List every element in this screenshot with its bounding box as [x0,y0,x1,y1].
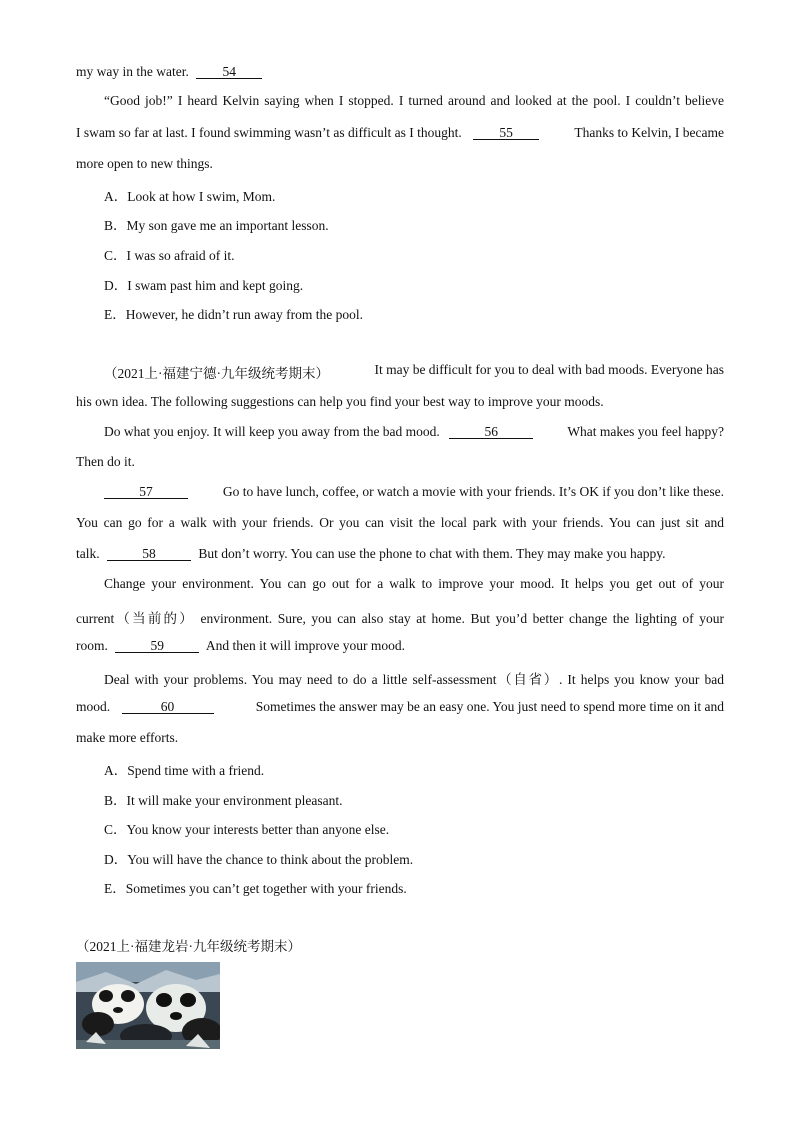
option-letter: E． [104,307,126,322]
option-text: I was so afraid of it. [126,248,235,263]
text: And then it will improve your mood. [205,638,405,653]
text: mood. [76,699,111,714]
option-letter: A． [104,189,128,204]
blank-58: 58 [107,547,191,561]
passage1-p2-line3: more open to new things. [76,156,213,171]
option-text: I swam past him and kept going. [127,278,304,293]
option-letter: D． [104,278,128,293]
option-d [104,274,303,294]
option-d [104,848,413,868]
option-text: My son gave me an important lesson. [126,218,329,233]
option-b [104,789,342,809]
text: Thanks to Kelvin, I became [574,125,724,140]
text: It may be difficult for you to deal with bad moods. Everyone has [374,362,724,377]
passage2-line3 [104,424,724,440]
passage3-source: （2021上·福建龙岩·九年级统考期末） [76,939,301,954]
passage2-line7 [76,546,666,562]
passage2-line5 [104,484,724,500]
passage2-line10 [76,638,405,654]
text: But don’t worry. You can use the phone to chat with them. They may make you happy. [198,546,666,561]
passage2-line12 [76,699,724,715]
option-text: It will make your environment pleasant. [126,793,343,808]
blank-59: 59 [115,639,199,653]
option-text: Look at how I swim, Mom. [127,189,276,204]
text: I swam so far at last. I found swimming wasn’t as difficult as I thought. [76,125,462,140]
passage2-line13: make more efforts. [76,730,179,745]
text: Sometimes the answer may be an easy one. You just need to spend more time on it and [255,699,724,714]
text: Do what you enjoy. It will keep you away from the bad mood. [104,424,440,439]
option-letter: C． [104,822,127,837]
text: talk. [76,546,100,561]
passage1-p2-line2 [76,125,724,141]
option-letter: C． [104,248,127,263]
option-letter: B． [104,793,127,808]
option-letter: D． [104,852,128,867]
passage2-line8: Change your environment. You can go out for a walk to improve your mood. It helps you get out of your [104,576,724,591]
source-label: （2021上·福建宁德·九年级统考期末） [104,366,329,381]
option-e [104,877,407,897]
passage1-p2-line1: “Good job!” I heard Kelvin saying when I stopped. I turned around and looked at the pool. I couldn’t believe [104,93,724,108]
option-a [104,185,275,205]
option-c [104,818,389,838]
passage2-line6: You can go for a walk with your friends. Or you can visit the local park with your friends. You can just sit and [76,515,724,530]
option-text: You will have the chance to think about the problem. [127,852,414,867]
text: my way in the water. [76,64,189,79]
blank-60: 60 [122,700,214,714]
option-letter: E． [104,881,126,896]
passage2-line11: Deal with your problems. You may need to do a little self-assessment（自省）. It helps you know your bad [104,672,724,687]
passage1-line1 [76,64,266,80]
passage2-line2: his own idea. The following suggestions can help you find your best way to improve your moods. [76,394,604,409]
text: Go to have lunch, coffee, or watch a movie with your friends. It’s OK if you don’t like these. [222,484,724,499]
blank-55: 55 [473,126,539,140]
passage2-line4: Then do it. [76,454,135,469]
option-letter: B． [104,218,127,233]
option-letter: A． [104,763,128,778]
text: What makes you feel happy? [567,424,724,439]
passage2-line1 [104,362,724,382]
option-text: Sometimes you can’t get together with your friends. [125,881,407,896]
panda-photo [76,962,220,1049]
option-b [104,214,329,234]
option-text: However, he didn’t run away from the pool. [125,307,364,322]
option-text: Spend time with a friend. [127,763,265,778]
passage2-line9: current（当前的） environment. Sure, you can also stay at home. But you’d better change the lighting of your [76,611,724,626]
blank-56: 56 [449,425,533,439]
blank-54: 54 [196,65,262,79]
option-a [104,759,264,779]
text: room. [76,638,108,653]
option-text: You know your interests better than anyone else. [126,822,390,837]
option-e [104,303,363,323]
option-c [104,244,234,264]
blank-57: 57 [104,485,188,499]
